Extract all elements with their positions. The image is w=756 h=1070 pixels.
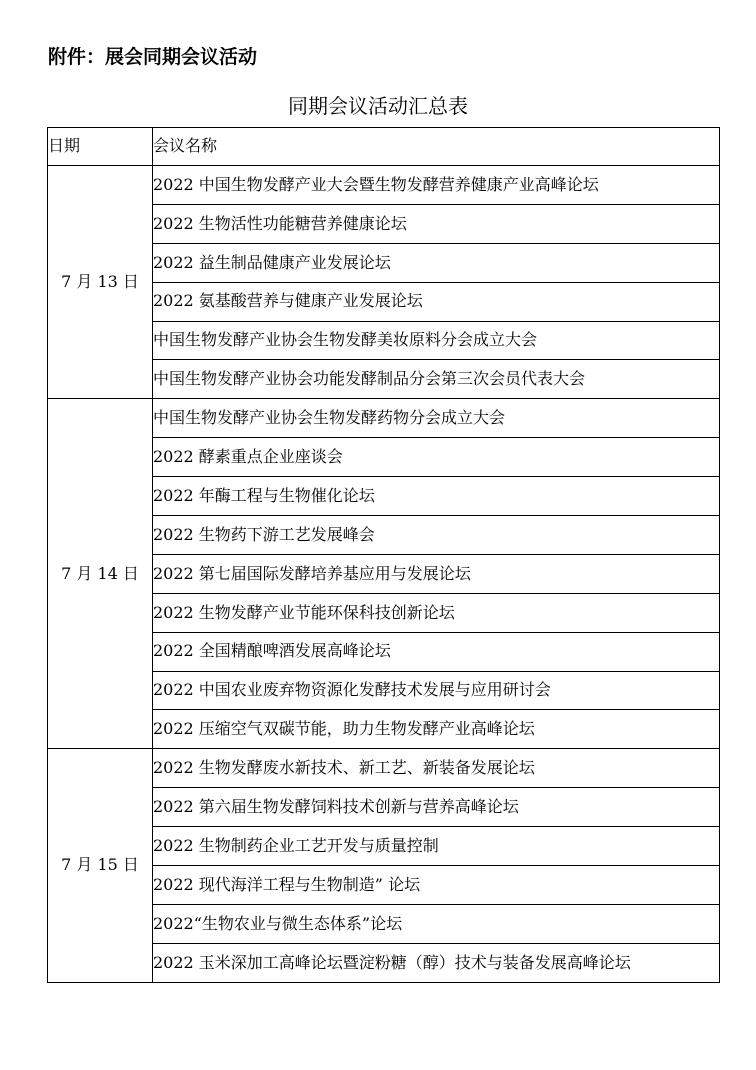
- event-name-cell: 2022 全国精酿啤酒发展高峰论坛: [153, 632, 720, 671]
- event-name-cell: 2022 氨基酸营养与健康产业发展论坛: [153, 282, 720, 321]
- event-name-cell: 中国生物发酵产业协会功能发酵制品分会第三次会员代表大会: [153, 360, 720, 399]
- event-name-cell: 2022 压缩空气双碳节能，助力生物发酵产业高峰论坛: [153, 710, 720, 749]
- date-cell: 7 月 14 日: [48, 399, 153, 749]
- event-name-cell: 2022 现代海洋工程与生物制造” 论坛: [153, 866, 720, 905]
- table-caption: 同期会议活动汇总表: [288, 94, 468, 118]
- event-name-cell: 2022 第六届生物发酵饲料技术创新与营养高峰论坛: [153, 788, 720, 827]
- table-row: [48, 399, 720, 438]
- event-name-cell: 2022 中国生物发酵产业大会暨生物发酵营养健康产业高峰论坛: [153, 166, 720, 205]
- event-name-cell: 2022“生物农业与微生态体系”论坛: [153, 904, 720, 943]
- table-row: [48, 166, 720, 205]
- event-name-cell: 中国生物发酵产业协会生物发酵美妆原料分会成立大会: [153, 321, 720, 360]
- event-name-cell: 2022 酵素重点企业座谈会: [153, 438, 720, 477]
- event-name-cell: 2022 生物制药企业工艺开发与质量控制: [153, 827, 720, 866]
- date-cell: 7 月 15 日: [48, 749, 153, 982]
- column-header-name: 会议名称: [153, 128, 720, 166]
- event-name-cell: 中国生物发酵产业协会生物发酵药物分会成立大会: [153, 399, 720, 438]
- table-row: [48, 749, 720, 788]
- event-name-cell: 2022 第七届国际发酵培养基应用与发展论坛: [153, 554, 720, 593]
- header-row: [48, 128, 720, 166]
- event-name-cell: 2022 年酶工程与生物催化论坛: [153, 477, 720, 516]
- event-name-cell: 2022 中国农业废弃物资源化发酵技术发展与应用研讨会: [153, 671, 720, 710]
- event-name-cell: 2022 玉米深加工高峰论坛暨淀粉糖（醇）技术与装备发展高峰论坛: [153, 943, 720, 982]
- event-name-cell: 2022 生物药下游工艺发展峰会: [153, 516, 720, 555]
- event-name-cell: 2022 生物发酵产业节能环保科技创新论坛: [153, 593, 720, 632]
- event-name-cell: 2022 生物发酵废水新技术、新工艺、新装备发展论坛: [153, 749, 720, 788]
- attachment-title: 附件：展会同期会议活动: [48, 46, 258, 68]
- column-header-date: 日期: [48, 128, 153, 166]
- event-name-cell: 2022 生物活性功能糖营养健康论坛: [153, 204, 720, 243]
- conference-summary-table: [47, 127, 720, 983]
- event-name-cell: 2022 益生制品健康产业发展论坛: [153, 243, 720, 282]
- date-cell: 7 月 13 日: [48, 166, 153, 399]
